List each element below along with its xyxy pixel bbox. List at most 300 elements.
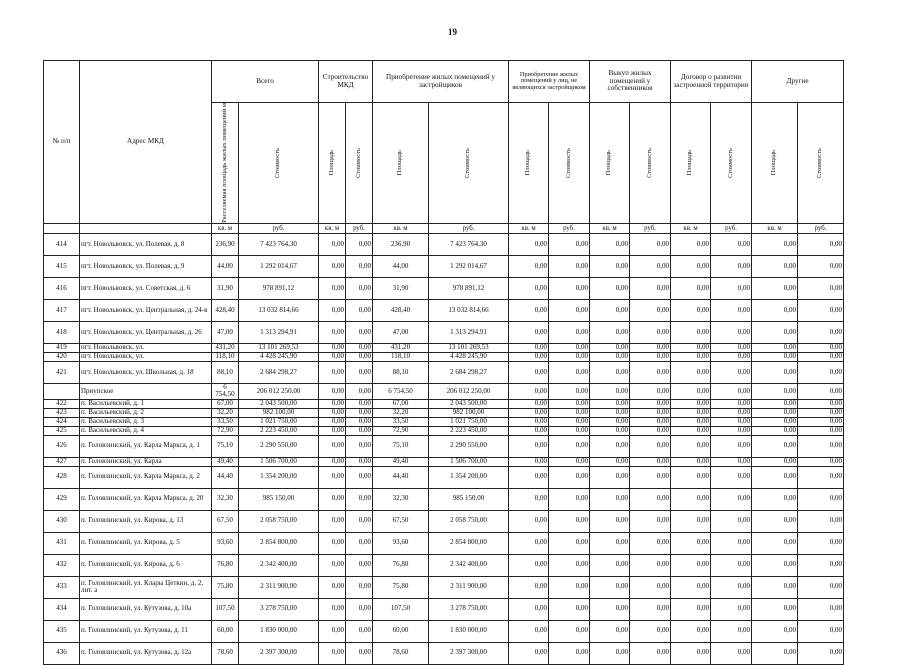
table-row: [44, 255, 844, 277]
value-ba: 0,00: [590, 255, 630, 277]
unit-rub: руб.: [798, 223, 844, 233]
value-bc: 0,00: [630, 620, 671, 642]
construction-area: 0,00: [319, 255, 346, 277]
value-oa: 0,00: [752, 642, 798, 664]
value-nc: 0,00: [549, 233, 590, 255]
construction-cost: 0,00: [346, 299, 373, 321]
construction-cost: 0,00: [346, 233, 373, 255]
row-address: п. Головлинский, ул. Кирова, д. 13: [80, 510, 212, 532]
header-no: № п/п: [44, 61, 80, 224]
developer-area: 67,00: [373, 399, 429, 408]
value-oc: 0,00: [798, 532, 844, 554]
unit-sqm: кв. м: [319, 223, 346, 233]
value-bc: 0,00: [630, 417, 671, 426]
construction-area: 0,00: [319, 383, 346, 399]
value-ra: 0,00: [671, 399, 711, 408]
developer-area: 107,50: [373, 598, 429, 620]
construction-cost: 0,00: [346, 343, 373, 352]
value-ba: 0,00: [590, 620, 630, 642]
construction-area: 0,00: [319, 642, 346, 664]
unit-sqm: кв. м: [671, 223, 711, 233]
developer-area: 72,90: [373, 426, 429, 435]
developer-cost: 978 891,12: [429, 277, 509, 299]
header-cost: Стоимость: [239, 103, 319, 224]
page-number: 19: [448, 27, 457, 37]
row-address: п. Головлинский, ул. Кирова, д. 6: [80, 554, 212, 576]
row-number: 434: [44, 598, 80, 620]
total-cost: 2 223 450,00: [239, 426, 319, 435]
developer-cost: 2 311 900,00: [429, 576, 509, 598]
value-oc: 0,00: [798, 352, 844, 361]
value-rc: 0,00: [711, 352, 752, 361]
value-rc: 0,00: [711, 426, 752, 435]
construction-cost: 0,00: [346, 352, 373, 361]
value-oc: 0,00: [798, 466, 844, 488]
header-cost: Стоимость: [711, 103, 752, 224]
value-ba: 0,00: [590, 277, 630, 299]
row-number: 433: [44, 576, 80, 598]
value-rc: 0,00: [711, 408, 752, 417]
header-cost: Стоимость: [346, 103, 373, 224]
construction-cost: 0,00: [346, 620, 373, 642]
table-row: [44, 417, 844, 426]
total-cost: 1 506 700,00: [239, 457, 319, 466]
value-ra: 0,00: [671, 417, 711, 426]
value-oa: 0,00: [752, 488, 798, 510]
value-nc: 0,00: [549, 642, 590, 664]
value-rc: 0,00: [711, 299, 752, 321]
value-oc: 0,00: [798, 598, 844, 620]
developer-area: 428,40: [373, 299, 429, 321]
header-buyout: Выкуп жилых помещений у собственников: [590, 61, 671, 103]
total-area: 88,10: [212, 361, 239, 383]
header-cost: Стоимость: [549, 103, 590, 224]
value-oc: 0,00: [798, 399, 844, 408]
developer-cost: 7 423 764,30: [429, 233, 509, 255]
total-area: 32,20: [212, 408, 239, 417]
developer-area: 60,00: [373, 620, 429, 642]
table-row: [44, 532, 844, 554]
value-ba: 0,00: [590, 435, 630, 457]
table-row: [44, 598, 844, 620]
table-row: [44, 408, 844, 417]
value-bc: 0,00: [630, 352, 671, 361]
total-cost: 1 292 014,67: [239, 255, 319, 277]
construction-area: 0,00: [319, 361, 346, 383]
row-address: п. Васильевский, д. 1: [80, 399, 212, 408]
total-area: 431,20: [212, 343, 239, 352]
header-cost: Стоимость: [429, 103, 509, 224]
value-nc: 0,00: [549, 510, 590, 532]
row-number: 420: [44, 352, 80, 361]
value-bc: 0,00: [630, 233, 671, 255]
value-oa: 0,00: [752, 299, 798, 321]
value-oc: 0,00: [798, 233, 844, 255]
developer-area: 6 754,50: [373, 383, 429, 399]
value-bc: 0,00: [630, 343, 671, 352]
value-rc: 0,00: [711, 383, 752, 399]
value-na: 0,00: [509, 510, 549, 532]
table-row: [44, 457, 844, 466]
value-na: 0,00: [509, 642, 549, 664]
value-rc: 0,00: [711, 277, 752, 299]
value-bc: 0,00: [630, 426, 671, 435]
row-number: 431: [44, 532, 80, 554]
developer-cost: 2 058 750,00: [429, 510, 509, 532]
developer-area: 431,20: [373, 343, 429, 352]
value-oc: 0,00: [798, 457, 844, 466]
construction-cost: 0,00: [346, 598, 373, 620]
construction-cost: 0,00: [346, 399, 373, 408]
total-area: 60,00: [212, 620, 239, 642]
table-row: [44, 361, 844, 383]
developer-cost: 2 684 298,27: [429, 361, 509, 383]
row-number: [44, 383, 80, 399]
developer-area: 75,80: [373, 576, 429, 598]
value-nc: 0,00: [549, 457, 590, 466]
construction-cost: 0,00: [346, 426, 373, 435]
header-area: Площадь: [671, 103, 711, 224]
row-number: 426: [44, 435, 80, 457]
table-row: [44, 233, 844, 255]
total-area: 32,30: [212, 488, 239, 510]
value-na: 0,00: [509, 435, 549, 457]
value-rc: 0,00: [711, 361, 752, 383]
value-bc: 0,00: [630, 299, 671, 321]
unit-sqm: кв. м: [509, 223, 549, 233]
value-nc: 0,00: [549, 399, 590, 408]
value-ra: 0,00: [671, 466, 711, 488]
developer-cost: 206 012 250,00: [429, 383, 509, 399]
resettlement-table: [43, 60, 844, 665]
value-bc: 0,00: [630, 598, 671, 620]
value-rc: 0,00: [711, 510, 752, 532]
value-ba: 0,00: [590, 299, 630, 321]
value-ra: 0,00: [671, 352, 711, 361]
value-oa: 0,00: [752, 277, 798, 299]
value-na: 0,00: [509, 417, 549, 426]
value-ra: 0,00: [671, 383, 711, 399]
developer-cost: 13 101 269,53: [429, 343, 509, 352]
table-row: [44, 426, 844, 435]
construction-area: 0,00: [319, 488, 346, 510]
developer-area: 44,00: [373, 255, 429, 277]
total-area: 107,50: [212, 598, 239, 620]
total-area: 33,50: [212, 417, 239, 426]
value-ra: 0,00: [671, 299, 711, 321]
construction-area: 0,00: [319, 426, 346, 435]
row-number: 429: [44, 488, 80, 510]
table-row: [44, 620, 844, 642]
total-cost: 7 423 764,30: [239, 233, 319, 255]
total-area: 76,80: [212, 554, 239, 576]
table-row: [44, 321, 844, 343]
value-ba: 0,00: [590, 576, 630, 598]
table-row: [44, 435, 844, 457]
value-nc: 0,00: [549, 466, 590, 488]
developer-cost: 2 043 500,00: [429, 399, 509, 408]
row-address: п. Головлинский, ул. Кутузова, д. 11: [80, 620, 212, 642]
value-nc: 0,00: [549, 383, 590, 399]
value-ba: 0,00: [590, 383, 630, 399]
total-area: 78,60: [212, 642, 239, 664]
value-nc: 0,00: [549, 554, 590, 576]
value-oc: 0,00: [798, 277, 844, 299]
header-area: Площадь: [590, 103, 630, 224]
value-bc: 0,00: [630, 457, 671, 466]
header-construction: Строительство МКД: [319, 61, 373, 103]
value-bc: 0,00: [630, 321, 671, 343]
developer-area: 47,00: [373, 321, 429, 343]
developer-area: 76,80: [373, 554, 429, 576]
construction-area: 0,00: [319, 321, 346, 343]
value-ba: 0,00: [590, 408, 630, 417]
construction-area: 0,00: [319, 299, 346, 321]
construction-area: 0,00: [319, 466, 346, 488]
row-number: 421: [44, 361, 80, 383]
header-contract: Договор о развитии застроенной территории: [671, 61, 752, 103]
value-na: 0,00: [509, 532, 549, 554]
row-number: 414: [44, 233, 80, 255]
total-area: 44,40: [212, 466, 239, 488]
total-cost: 2 854 800,00: [239, 532, 319, 554]
construction-cost: 0,00: [346, 554, 373, 576]
value-rc: 0,00: [711, 532, 752, 554]
value-ra: 0,00: [671, 277, 711, 299]
construction-cost: 0,00: [346, 321, 373, 343]
value-nc: 0,00: [549, 620, 590, 642]
developer-cost: 4 428 245,90: [429, 352, 509, 361]
row-number: 422: [44, 399, 80, 408]
value-na: 0,00: [509, 488, 549, 510]
developer-cost: 2 397 300,00: [429, 642, 509, 664]
developer-area: 32,30: [373, 488, 429, 510]
row-number: 425: [44, 426, 80, 435]
value-nc: 0,00: [549, 576, 590, 598]
table-row: [44, 554, 844, 576]
table-row: [44, 299, 844, 321]
value-ra: 0,00: [671, 554, 711, 576]
value-ba: 0,00: [590, 642, 630, 664]
value-na: 0,00: [509, 457, 549, 466]
row-address: п. Головлинский, ул. Карла Маркса, д. 1: [80, 435, 212, 457]
value-ba: 0,00: [590, 352, 630, 361]
row-address: п. Головлинский, ул. Клары Цеткин, д. 2, лит. а: [80, 576, 212, 598]
value-na: 0,00: [509, 383, 549, 399]
construction-cost: 0,00: [346, 457, 373, 466]
value-ra: 0,00: [671, 426, 711, 435]
row-address: п. Головлинский, ул. Карла: [80, 457, 212, 466]
value-ra: 0,00: [671, 361, 711, 383]
value-oc: 0,00: [798, 417, 844, 426]
value-nc: 0,00: [549, 343, 590, 352]
value-oa: 0,00: [752, 343, 798, 352]
value-na: 0,00: [509, 277, 549, 299]
value-ba: 0,00: [590, 466, 630, 488]
row-number: 432: [44, 554, 80, 576]
total-area: 44,00: [212, 255, 239, 277]
value-ra: 0,00: [671, 343, 711, 352]
total-cost: 1 313 294,91: [239, 321, 319, 343]
row-address: пгт. Новольвовск, ул. Советская, д. 6: [80, 277, 212, 299]
value-oa: 0,00: [752, 457, 798, 466]
row-address: пгт. Новольвовск, ул. Центральная, д. 26: [80, 321, 212, 343]
value-ba: 0,00: [590, 532, 630, 554]
value-rc: 0,00: [711, 435, 752, 457]
value-oc: 0,00: [798, 576, 844, 598]
value-nc: 0,00: [549, 408, 590, 417]
construction-area: 0,00: [319, 277, 346, 299]
developer-cost: 1 506 700,00: [429, 457, 509, 466]
construction-cost: 0,00: [346, 576, 373, 598]
total-area: 93,60: [212, 532, 239, 554]
value-ra: 0,00: [671, 488, 711, 510]
table-row: [44, 343, 844, 352]
value-ba: 0,00: [590, 488, 630, 510]
total-area: 75,80: [212, 576, 239, 598]
value-bc: 0,00: [630, 277, 671, 299]
construction-area: 0,00: [319, 233, 346, 255]
value-ba: 0,00: [590, 321, 630, 343]
total-cost: 978 891,12: [239, 277, 319, 299]
developer-cost: 1 830 000,00: [429, 620, 509, 642]
row-number: 424: [44, 417, 80, 426]
table-body: [44, 233, 844, 664]
value-nc: 0,00: [549, 277, 590, 299]
value-bc: 0,00: [630, 510, 671, 532]
value-oc: 0,00: [798, 642, 844, 664]
construction-area: 0,00: [319, 620, 346, 642]
value-ra: 0,00: [671, 598, 711, 620]
value-ba: 0,00: [590, 361, 630, 383]
value-rc: 0,00: [711, 620, 752, 642]
row-address: пгт. Новольвовск, ул.: [80, 343, 212, 352]
construction-area: 0,00: [319, 554, 346, 576]
value-oa: 0,00: [752, 532, 798, 554]
developer-area: 33,50: [373, 417, 429, 426]
value-rc: 0,00: [711, 417, 752, 426]
total-cost: 1 830 000,00: [239, 620, 319, 642]
total-area: 236,90: [212, 233, 239, 255]
row-number: 430: [44, 510, 80, 532]
unit-rub: руб.: [549, 223, 590, 233]
value-oa: 0,00: [752, 352, 798, 361]
total-cost: 4 428 245,90: [239, 352, 319, 361]
row-number: 415: [44, 255, 80, 277]
unit-sqm: кв. м: [373, 223, 429, 233]
value-rc: 0,00: [711, 343, 752, 352]
value-ra: 0,00: [671, 532, 711, 554]
value-bc: 0,00: [630, 576, 671, 598]
value-oa: 0,00: [752, 408, 798, 417]
header-area: Площадь: [752, 103, 798, 224]
row-number: 423: [44, 408, 80, 417]
unit-sqm: кв. м: [590, 223, 630, 233]
value-bc: 0,00: [630, 532, 671, 554]
value-ba: 0,00: [590, 457, 630, 466]
construction-area: 0,00: [319, 598, 346, 620]
construction-area: 0,00: [319, 435, 346, 457]
total-cost: 1 021 750,00: [239, 417, 319, 426]
row-number: 436: [44, 642, 80, 664]
total-cost: 2 397 300,00: [239, 642, 319, 664]
value-ba: 0,00: [590, 343, 630, 352]
developer-area: 75,10: [373, 435, 429, 457]
construction-area: 0,00: [319, 532, 346, 554]
value-na: 0,00: [509, 598, 549, 620]
header-area: Площадь: [509, 103, 549, 224]
construction-cost: 0,00: [346, 510, 373, 532]
developer-area: 31,90: [373, 277, 429, 299]
value-oc: 0,00: [798, 488, 844, 510]
total-cost: 3 278 750,00: [239, 598, 319, 620]
subtotal-row: [44, 383, 844, 399]
row-number: 419: [44, 343, 80, 352]
value-rc: 0,00: [711, 466, 752, 488]
value-oc: 0,00: [798, 620, 844, 642]
construction-area: 0,00: [319, 399, 346, 408]
value-oc: 0,00: [798, 435, 844, 457]
value-ba: 0,00: [590, 554, 630, 576]
row-number: 428: [44, 466, 80, 488]
value-ba: 0,00: [590, 598, 630, 620]
table-row: [44, 488, 844, 510]
total-cost: 2 684 298,27: [239, 361, 319, 383]
header-purchase-developer: Приобретение жилых помещений у застройщиков: [373, 61, 509, 103]
table-row: [44, 576, 844, 598]
table-row: [44, 277, 844, 299]
value-bc: 0,00: [630, 361, 671, 383]
value-nc: 0,00: [549, 417, 590, 426]
value-bc: 0,00: [630, 399, 671, 408]
total-area: 75,10: [212, 435, 239, 457]
developer-area: 88,10: [373, 361, 429, 383]
value-ba: 0,00: [590, 399, 630, 408]
total-cost: 2 311 900,00: [239, 576, 319, 598]
row-address: п. Головлинский, ул. Кирова, д. 5: [80, 532, 212, 554]
developer-cost: 985 150,00: [429, 488, 509, 510]
construction-cost: 0,00: [346, 417, 373, 426]
total-cost: 2 043 500,00: [239, 399, 319, 408]
developer-area: 32,20: [373, 408, 429, 417]
value-nc: 0,00: [549, 361, 590, 383]
value-oa: 0,00: [752, 417, 798, 426]
developer-area: 44,40: [373, 466, 429, 488]
value-oa: 0,00: [752, 399, 798, 408]
value-na: 0,00: [509, 620, 549, 642]
value-bc: 0,00: [630, 488, 671, 510]
row-address: п. Васильевский, д. 4: [80, 426, 212, 435]
row-address: п. Головлинский, ул. Карла Маркса, д. 20: [80, 488, 212, 510]
value-nc: 0,00: [549, 352, 590, 361]
value-oc: 0,00: [798, 321, 844, 343]
header-address: Адрес МКД: [80, 61, 212, 224]
total-area: 31,90: [212, 277, 239, 299]
total-cost: 13 032 814,66: [239, 299, 319, 321]
developer-area: 67,50: [373, 510, 429, 532]
value-oa: 0,00: [752, 361, 798, 383]
value-nc: 0,00: [549, 299, 590, 321]
value-na: 0,00: [509, 408, 549, 417]
row-number: 435: [44, 620, 80, 642]
value-rc: 0,00: [711, 642, 752, 664]
value-ra: 0,00: [671, 457, 711, 466]
value-oa: 0,00: [752, 620, 798, 642]
value-rc: 0,00: [711, 488, 752, 510]
value-na: 0,00: [509, 343, 549, 352]
value-na: 0,00: [509, 554, 549, 576]
unit-rub: руб.: [346, 223, 373, 233]
